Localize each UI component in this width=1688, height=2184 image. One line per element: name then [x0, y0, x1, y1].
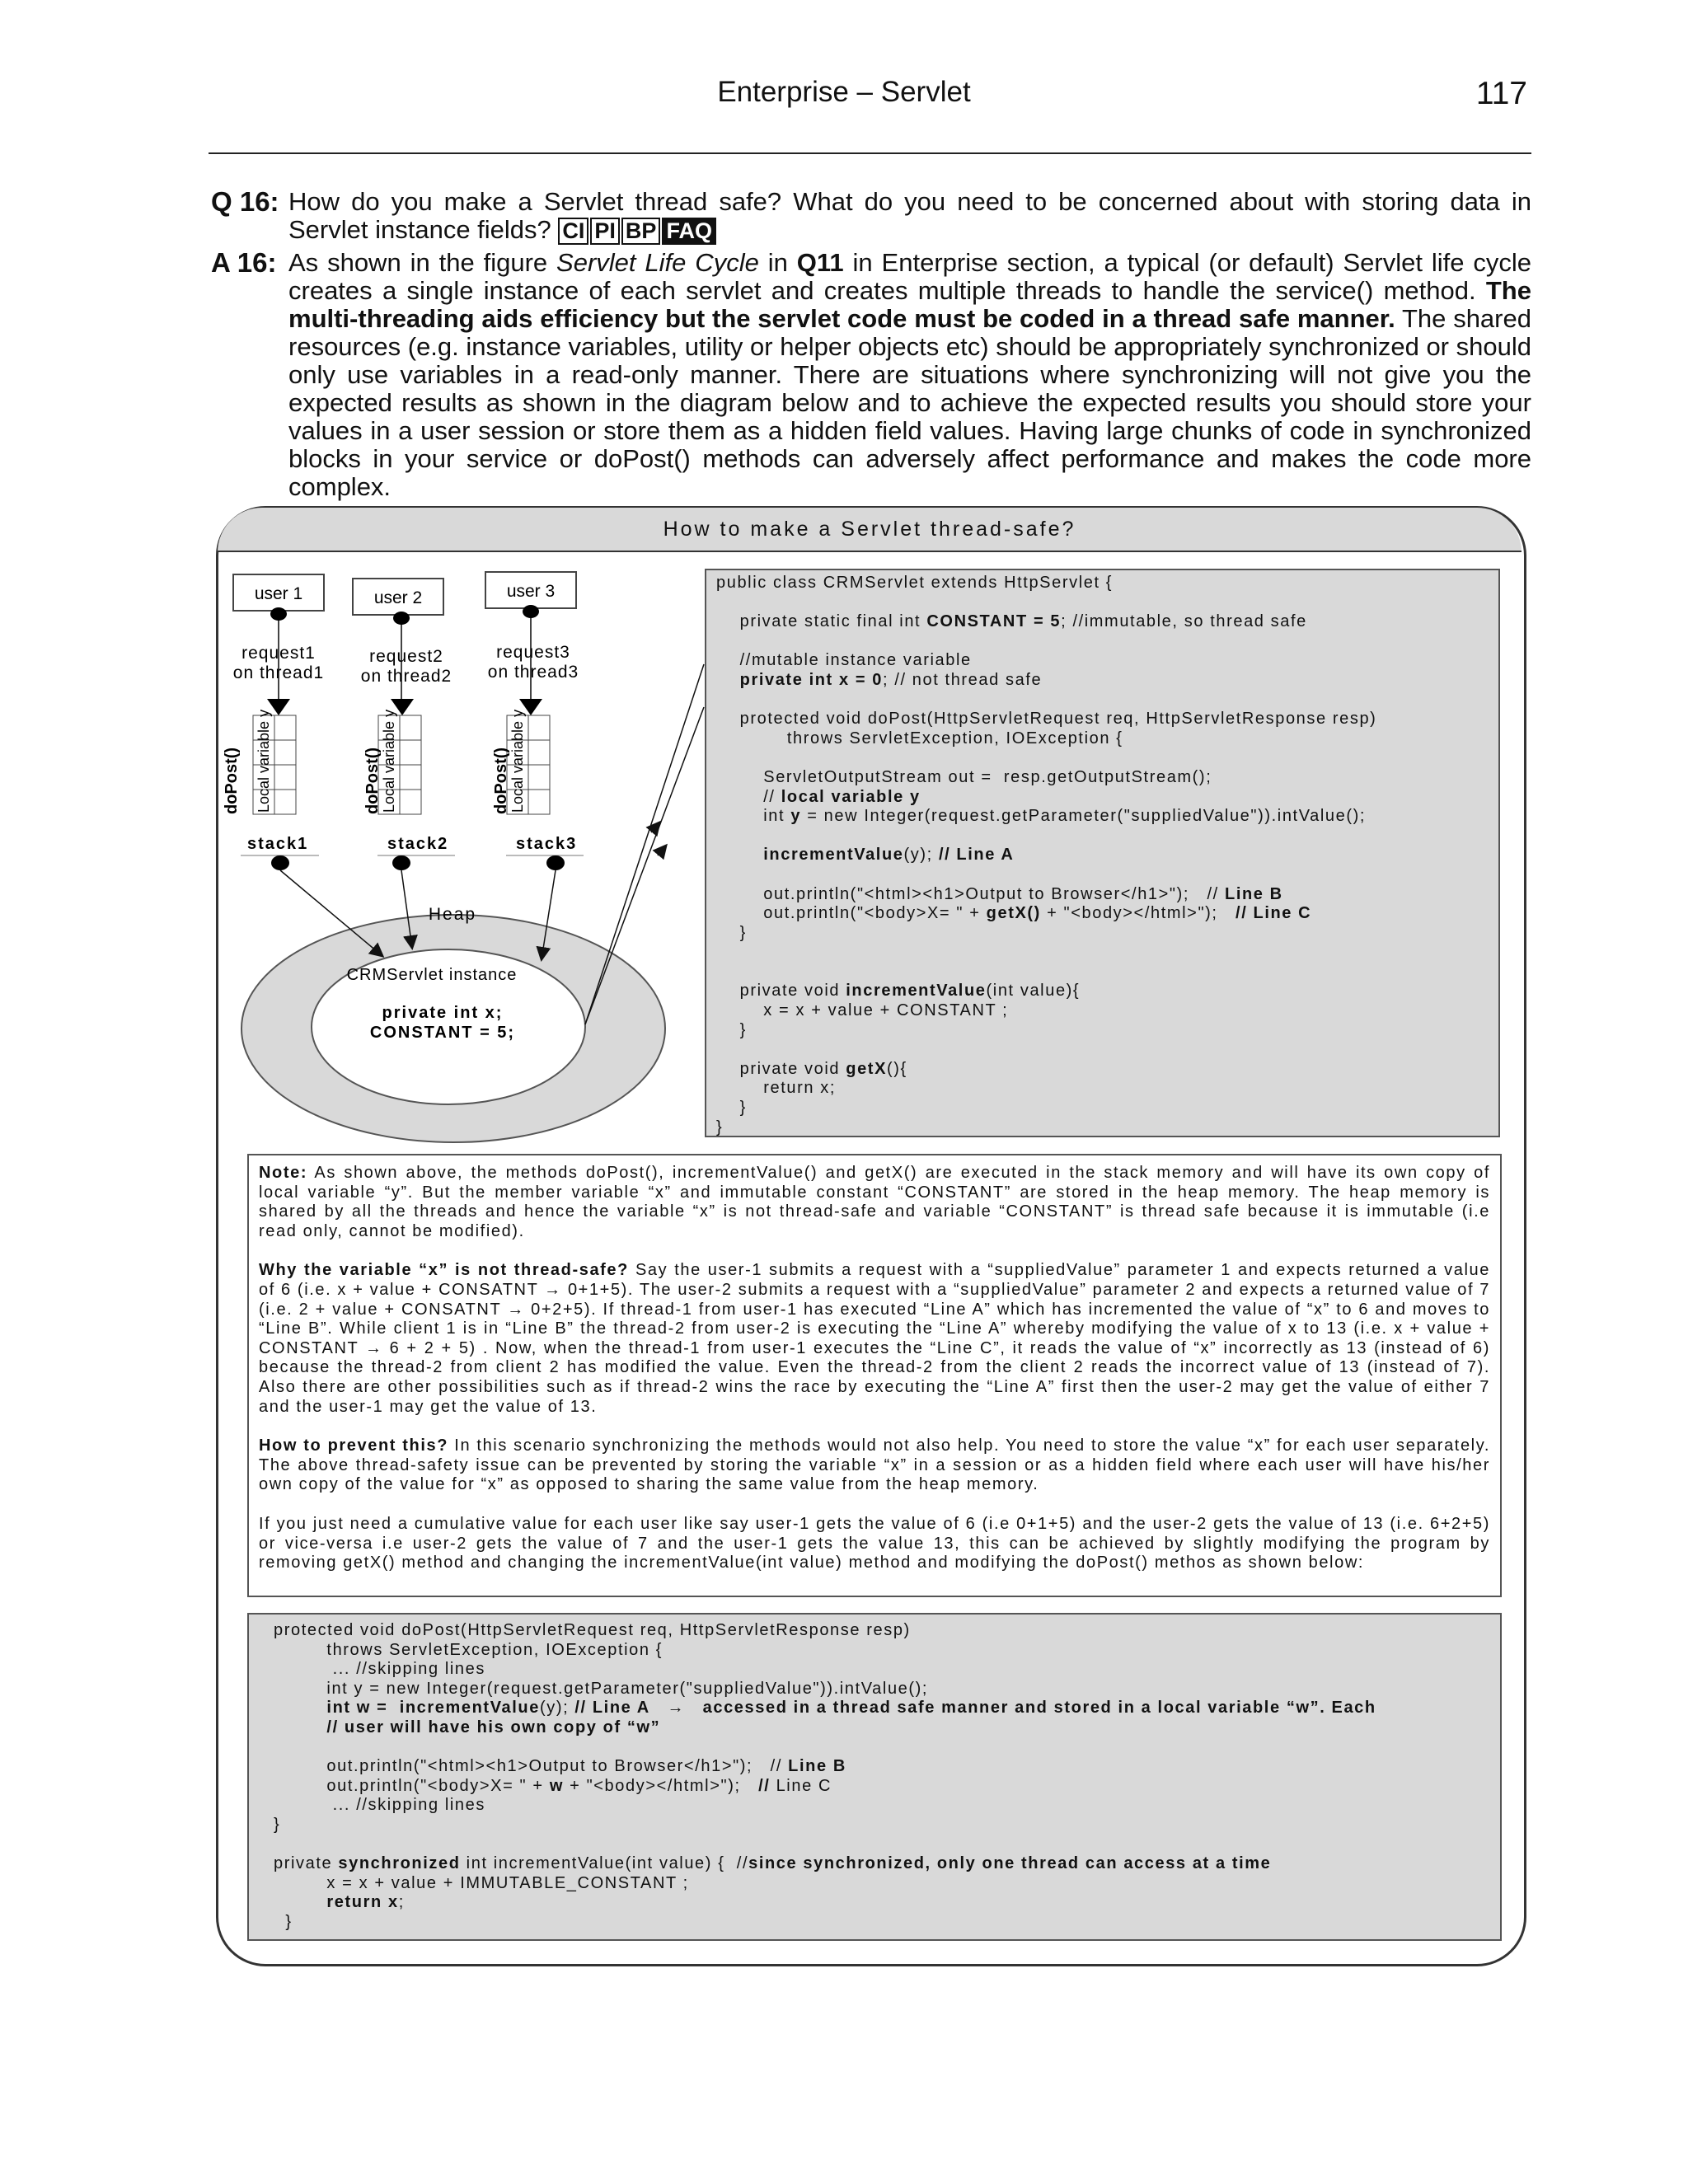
tag-bp: BP: [621, 218, 661, 245]
answer-seg-bold: Q11: [796, 248, 844, 277]
answer-seg-bold: The multi-threading aids efficiency but the servlet code must be coded in a thread safe manner.: [288, 276, 1531, 333]
code-bold: CONSTANT = 5: [926, 612, 1062, 631]
instance-label: CRMServlet instance: [346, 966, 518, 984]
request-1-label: request1: [241, 644, 316, 663]
tag-ci: CI: [558, 218, 588, 245]
code-line: }: [716, 1099, 747, 1118]
answer-seg-italic: Servlet Life Cycle: [556, 248, 759, 277]
code-bold: // user will have his own copy of “w”: [274, 1718, 661, 1736]
code-line: (int value){: [986, 982, 1081, 1001]
code-line: x = x + value + CONSTANT ;: [716, 1001, 1009, 1020]
code-bold: getX(): [986, 904, 1041, 923]
code-line: }: [716, 923, 747, 942]
note-paragraph-3: [259, 1436, 1490, 1495]
code-line: private void: [716, 982, 846, 1001]
note-text: In this scenario synchronizing the methods would not also help. You need to store the value “x” for each user separately. The above thread-safety issue can be prevented by storing the variable “x” in a session or as a hidden field where each user will have his/her own copy of the value for “x” as opposed to sharing the same value from the heap memory.: [259, 1436, 1490, 1494]
stack-3-frame: [492, 710, 550, 814]
request-2-thread: on thread2: [360, 667, 452, 686]
code-line: Line C: [776, 1776, 832, 1795]
request-3-label: request3: [496, 643, 570, 662]
code-line: }: [716, 1118, 724, 1137]
code-line: (){: [887, 1059, 907, 1078]
figure-title: How to make a Servlet thread-safe?: [218, 508, 1522, 552]
code-line: private: [274, 1854, 339, 1873]
request-3-thread: on thread3: [487, 663, 579, 682]
servlet-code-block: [705, 569, 1500, 1137]
thread-node-3: [523, 605, 539, 618]
thread-node-2: [393, 612, 410, 625]
code-line: + "<body></html>");: [1040, 904, 1236, 923]
thread-node-1: [270, 607, 287, 621]
stack-1-frame: [223, 710, 296, 814]
code-bold: getX: [846, 1059, 888, 1078]
tag-faq: FAQ: [662, 218, 716, 245]
note-label: How to prevent this?: [259, 1436, 449, 1455]
code-line: public class CRMServlet extends HttpServlet {: [716, 574, 1114, 592]
code-bold: return x: [326, 1893, 399, 1912]
code-bold: incrementValue: [716, 846, 904, 865]
code-bold: int w = incrementValue: [274, 1699, 540, 1718]
code-line: protected void doPost(HttpServletRequest req, HttpServletResponse resp): [716, 710, 1377, 729]
code-line: [274, 1893, 326, 1911]
code-line: int incrementValue(int value) { //: [460, 1854, 749, 1873]
question-text: [288, 188, 1531, 245]
code-bold: local variable y: [781, 787, 921, 806]
dopost-label-2: doPost(): [363, 747, 382, 814]
code-line: out.println("<html><h1>Output to Browser</h1>"); //: [716, 884, 1225, 903]
note-text: Say the user-1 submits a request with a “suppliedValue” parameter 1 and expects returned a value of 6 (i.e. x + value + CONSATNT → 0+1+5). The user-2 submits a request with a “suppliedValue” parameter 2 and expects a returned value of 7 (i.e. 2 + value + CONSATNT → 0+2+5). If thread-1 from user-1 has executed “Line A” which has incremented the value of “x” to 6 and moves to “Line B”. While client 1 is in “Line B” the thread-2 from user-2 is executing the “Line A” whereby modifying the value of x to 13 (i.e. x + value + CONSTANT → 6 + 2 + 5) . Now, when the thread-1 from user-1 executes the “Line C”, it reads the value of “x” incorrectly as 13 (instead of 6) because the thread-2 from client 2 has modified the value. Even the thread-2 from the client 2 reads the incorrect value of 13 (instead of 7). Also there are other possibilities such as if thread-2 wins the race by executing the “Line A” first then the user-2 may get the value of either 7 and the user-1 may get the value of 13.: [259, 1261, 1490, 1416]
instance-field-constant: CONSTANT = 5;: [369, 1024, 516, 1042]
note-paragraph-1: [259, 1164, 1490, 1241]
code-bold: Line B: [788, 1757, 846, 1776]
code-line: ServletOutputStream out = resp.getOutputStream();: [716, 767, 1212, 786]
thread-heap-diagram: [216, 560, 710, 1154]
question-body: How do you make a Servlet thread safe? What do you need to be concerned about with storing data in Servlet instance fields?: [288, 187, 1531, 244]
answer-seg: in Enterprise section, a typical (or default) Servlet life cycle creates a single instance of each servlet and creates multiple threads to handle the service() method.: [288, 248, 1531, 305]
code-bold: // Line A: [938, 846, 1015, 865]
code-line: protected void doPost(HttpServletRequest req, HttpServletResponse resp): [274, 1621, 911, 1639]
code-line: int y = new Integer(request.getParameter("suppliedValue")).intValue();: [274, 1679, 929, 1698]
code-line: out.println("<body>X= " +: [274, 1776, 550, 1795]
note-label: Why the variable “x” is not thread-safe?: [259, 1261, 629, 1280]
code-line: ... //skipping lines: [274, 1796, 485, 1815]
code-line: throws ServletException, IOException {: [274, 1640, 663, 1659]
running-header-title: Enterprise – Servlet: [717, 76, 971, 108]
answer-seg: in: [758, 248, 797, 277]
code-line: x = x + value + IMMUTABLE_CONSTANT ;: [274, 1873, 689, 1892]
code-line: ; // not thread safe: [883, 670, 1043, 689]
user-3-box: [485, 572, 576, 608]
modified-code-block: [247, 1613, 1502, 1941]
code-line: return x;: [716, 1079, 837, 1098]
request-1-thread: on thread1: [232, 663, 325, 682]
answer-text: [288, 249, 1531, 501]
note-paragraph-2: [259, 1261, 1490, 1417]
user-1-box: [233, 574, 324, 611]
code-bold: // Line A → accessed in a thread safe manner and stored in a local variable “w”. Each: [574, 1699, 1376, 1718]
local-var-label-2: Local variable y: [381, 709, 397, 813]
code-bold: y: [790, 807, 802, 826]
code-bold: //: [758, 1776, 776, 1795]
local-var-label-3: Local variable y: [509, 709, 526, 813]
stack-2-label: stack2: [387, 835, 449, 853]
answer-seg: As shown in the figure: [288, 248, 557, 277]
dopost-label-1: doPost(): [223, 747, 241, 814]
code-line: }: [716, 1020, 747, 1039]
code-line: out.println("<html><h1>Output to Browser</h1>"); //: [274, 1757, 789, 1776]
code-line: (y);: [539, 1699, 575, 1718]
header-rule: [209, 152, 1531, 154]
code-line: }: [274, 1815, 281, 1834]
dopost-label-3: doPost(): [492, 747, 510, 814]
code-line: (y);: [903, 846, 939, 865]
code-line: //: [716, 787, 781, 806]
stack-1-label: stack1: [247, 835, 309, 853]
code-line: private static final int: [716, 612, 927, 631]
answer-seg: The shared resources (e.g. instance variables, utility or helper objects etc) should be appropriately synchronized or should only use variables in a read-only manner. There are situations where synchronizing will not give you the expected results as shown in the diagram below and to achieve the expected results you should store your values in a user session or store them as a hidden field values. Having large chunks of code in synchronized blocks in your service or doPost() methods can adversely affect performance and makes the code more complex.: [288, 304, 1531, 501]
heap-label: Heap: [428, 905, 477, 924]
stack-2-frame: [363, 710, 421, 814]
code-line: ;: [398, 1893, 405, 1912]
code-bold: incrementValue: [846, 982, 987, 1001]
code-line: ... //skipping lines: [274, 1660, 485, 1679]
code-line: out.println("<body>X= " +: [716, 904, 987, 923]
code-line: ; //immutable, so thread safe: [1061, 612, 1307, 631]
stack-3-label: stack3: [516, 835, 578, 853]
code-line: + "<body></html>");: [563, 1776, 759, 1795]
user-2-label: user 2: [373, 588, 423, 607]
request-2-label: request2: [369, 647, 443, 666]
answer-label: A 16:: [211, 247, 277, 278]
code-line: int: [716, 807, 791, 826]
user-1-label: user 1: [254, 584, 303, 603]
page-number: 117: [1475, 76, 1527, 111]
local-var-label-1: Local variable y: [256, 709, 272, 813]
code-bold: since synchronized, only one thread can access at a time: [748, 1854, 1272, 1873]
code-line: = new Integer(request.getParameter("suppliedValue")).intValue();: [801, 807, 1367, 826]
code-bold: // Line C: [1236, 904, 1312, 923]
code-line: }: [274, 1912, 293, 1931]
note-box: [247, 1154, 1502, 1597]
code-bold: private int x = 0: [716, 670, 883, 689]
user-3-label: user 3: [506, 582, 556, 601]
tag-pi: PI: [590, 218, 620, 245]
code-line: private void: [716, 1059, 846, 1078]
code-line: //mutable instance variable: [716, 651, 972, 670]
code-bold: Line B: [1225, 884, 1283, 903]
code-bold: synchronized: [338, 1854, 461, 1873]
code-line: throws ServletException, IOException {: [716, 729, 1123, 748]
note-label: Note:: [259, 1164, 308, 1182]
note-text: As shown above, the methods doPost(), incrementValue() and getX() are executed in the stack memory and will have its own copy of local variable “y”. But the member variable “x” and immutable constant “CONSTANT” are stored in the heap memory. The heap memory is shared by all the threads and hence the variable “x” is not thread-safe and variable “CONSTANT” is thread safe because it is immutable (i.e read only, cannot be modified).: [259, 1164, 1490, 1240]
code-bold: w: [549, 1776, 564, 1795]
question-label: Q 16:: [211, 186, 279, 217]
instance-field-x: private int x;: [382, 1004, 504, 1022]
note-paragraph-4: If you just need a cumulative value for each user like say user-1 gets the value of 6 (i.e 0+1+5) and the user-2 gets the value of 13 (i.e. 6+2+5) or vice-versa i.e user-2 gets the value of 7 and the user-1 gets the value 13, this can be achieved by slightly modifying the program by removing getX() method and changing the incrementValue(int value) method and modifying the doPost() methos as shown below:: [259, 1514, 1490, 1572]
user-2-box: [353, 579, 443, 615]
